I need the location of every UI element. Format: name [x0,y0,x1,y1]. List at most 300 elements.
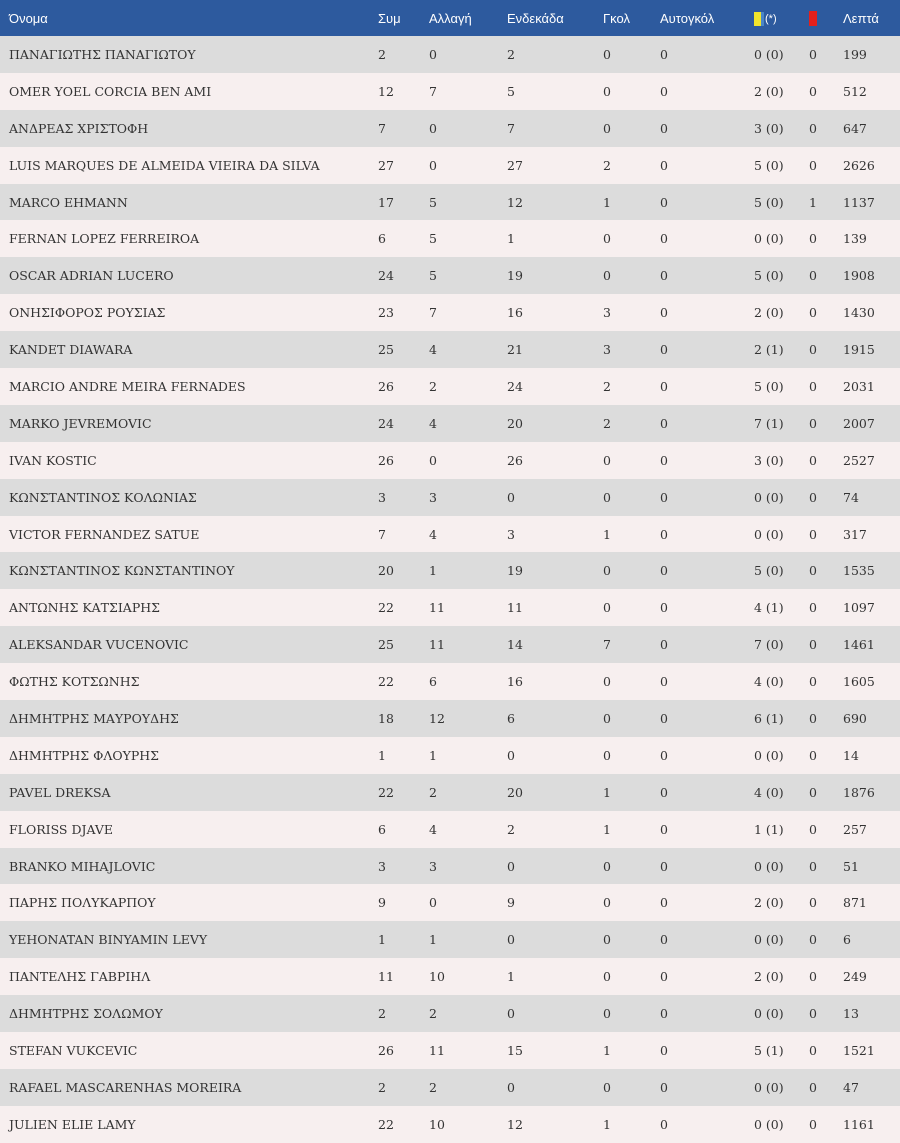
cell-apps: 26 [378,378,394,394]
cell-minutes: 512 [843,83,867,99]
cell-name: ΠΑΡΗΣ ΠΟΛΥΚΑΡΠΟΥ [9,895,156,911]
cell-own-goals: 0 [660,858,668,874]
cell-starts: 0 [507,489,515,505]
cell-starts: 12 [507,194,523,210]
cell-apps: 24 [378,415,394,431]
cell-red-cards: 0 [809,452,817,468]
cell-apps: 3 [378,858,386,874]
cell-goals: 0 [603,1006,611,1022]
cell-minutes: 1161 [843,1116,875,1132]
cell-subs: 1 [429,932,437,948]
cell-goals: 2 [603,415,611,431]
cell-minutes: 1430 [843,305,875,321]
cell-starts: 0 [507,1006,515,1022]
cell-minutes: 647 [843,120,867,136]
cell-red-cards: 0 [809,563,817,579]
cell-apps: 22 [378,1116,394,1132]
header-row [0,0,900,36]
cell-goals: 1 [603,821,611,837]
cell-subs: 0 [429,895,437,911]
cell-goals: 0 [603,747,611,763]
cell-apps: 2 [378,1079,386,1095]
cell-apps: 6 [378,231,386,247]
cell-yellow-cards: 4 (0) [754,784,784,800]
cell-yellow-cards: 0 (0) [754,1116,784,1132]
cell-yellow-cards: 0 (0) [754,1079,784,1095]
cell-own-goals: 0 [660,747,668,763]
cell-red-cards: 0 [809,1006,817,1022]
cell-subs: 6 [429,674,437,690]
cell-red-cards: 0 [809,932,817,948]
cell-goals: 1 [603,194,611,210]
cell-subs: 2 [429,378,437,394]
cell-minutes: 139 [843,231,867,247]
cell-goals: 0 [603,563,611,579]
table-row [0,479,900,516]
cell-own-goals: 0 [660,821,668,837]
cell-apps: 24 [378,268,394,284]
cell-minutes: 2031 [843,378,875,394]
cell-red-cards: 0 [809,895,817,911]
cell-own-goals: 0 [660,83,668,99]
cell-yellow-cards: 0 (0) [754,858,784,874]
cell-red-cards: 0 [809,120,817,136]
cell-goals: 0 [603,895,611,911]
cell-yellow-cards: 2 (0) [754,305,784,321]
table-row [0,700,900,737]
cell-own-goals: 0 [660,710,668,726]
cell-goals: 0 [603,268,611,284]
cell-own-goals: 0 [660,120,668,136]
cell-name: ΟΝΗΣΙΦΟΡΟΣ ΡΟΥΣΙΑΣ [9,305,166,321]
cell-goals: 0 [603,969,611,985]
cell-yellow-cards: 1 (1) [754,821,784,837]
cell-starts: 20 [507,784,523,800]
cell-apps: 1 [378,932,386,948]
cell-own-goals: 0 [660,526,668,542]
cell-subs: 2 [429,1079,437,1095]
cell-goals: 0 [603,83,611,99]
cell-red-cards: 0 [809,526,817,542]
cell-subs: 4 [429,821,437,837]
cell-yellow-cards: 0 (0) [754,1006,784,1022]
cell-subs: 0 [429,46,437,62]
table-row [0,848,900,885]
cell-red-cards: 0 [809,231,817,247]
header-subs[interactable]: Αλλαγή [429,10,472,26]
cell-subs: 7 [429,305,437,321]
header-red-cards[interactable] [809,0,843,36]
red-card-icon [809,11,817,26]
cell-goals: 3 [603,305,611,321]
header-goals[interactable]: Γκολ [603,10,630,26]
cell-red-cards: 0 [809,710,817,726]
cell-own-goals: 0 [660,969,668,985]
cell-name: OSCAR ADRIAN LUCERO [9,268,174,284]
cell-own-goals: 0 [660,1006,668,1022]
table-row [0,442,900,479]
cell-red-cards: 0 [809,489,817,505]
cell-minutes: 1908 [843,268,875,284]
cell-apps: 18 [378,710,394,726]
cell-goals: 0 [603,489,611,505]
header-own-goals[interactable]: Αυτογκόλ [660,10,715,26]
cell-subs: 5 [429,194,437,210]
cell-subs: 5 [429,268,437,284]
cell-goals: 2 [603,157,611,173]
header-minutes[interactable]: Λεπτά [843,10,879,26]
cell-minutes: 199 [843,46,867,62]
cell-minutes: 1097 [843,600,875,616]
cell-goals: 1 [603,1116,611,1132]
cell-name: RAFAEL MASCARENHAS MOREIRA [9,1079,242,1095]
cell-minutes: 2626 [843,157,875,173]
cell-name: ΑΝΔΡΕΑΣ ΧΡΙΣΤΟΦΗ [9,120,149,136]
table-row [0,36,900,73]
cell-goals: 1 [603,1042,611,1058]
cell-name: KANDET DIAWARA [9,342,133,358]
cell-name: BRANKO MIHAJLOVIC [9,858,156,874]
cell-subs: 1 [429,563,437,579]
cell-subs: 3 [429,489,437,505]
cell-yellow-cards: 0 (0) [754,46,784,62]
cell-starts: 19 [507,268,523,284]
cell-subs: 11 [429,1042,445,1058]
table-row [0,1032,900,1069]
cell-name: MARCO EHMANN [9,194,128,210]
table-row [0,884,900,921]
cell-yellow-cards: 4 (0) [754,674,784,690]
cell-starts: 16 [507,305,523,321]
cell-name: IVAN KOSTIC [9,452,97,468]
cell-yellow-cards: 2 (0) [754,895,784,911]
cell-yellow-cards: 5 (0) [754,563,784,579]
cell-subs: 0 [429,157,437,173]
cell-goals: 3 [603,342,611,358]
cell-own-goals: 0 [660,674,668,690]
table-row [0,73,900,110]
cell-starts: 24 [507,378,523,394]
cell-name: ΔΗΜΗΤΡΗΣ ΜΑΥΡΟΥΔΗΣ [9,710,179,726]
cell-yellow-cards: 0 (0) [754,932,784,948]
cell-red-cards: 0 [809,1116,817,1132]
cell-minutes: 249 [843,969,867,985]
cell-goals: 0 [603,600,611,616]
cell-own-goals: 0 [660,563,668,579]
cell-minutes: 13 [843,1006,859,1022]
cell-own-goals: 0 [660,895,668,911]
cell-own-goals: 0 [660,231,668,247]
cell-starts: 6 [507,710,515,726]
cell-red-cards: 0 [809,969,817,985]
cell-own-goals: 0 [660,784,668,800]
cell-own-goals: 0 [660,1042,668,1058]
cell-minutes: 47 [843,1079,859,1095]
cell-red-cards: 0 [809,342,817,358]
header-yellow-suffix: (*) [765,12,777,25]
cell-own-goals: 0 [660,932,668,948]
cell-apps: 3 [378,489,386,505]
cell-goals: 0 [603,674,611,690]
cell-own-goals: 0 [660,194,668,210]
cell-name: FLORISS DJAVE [9,821,114,837]
cell-name: OMER YOEL CORCIA BEN AMI [9,83,212,99]
cell-name: FERNAN LOPEZ FERREIROA [9,231,200,247]
cell-apps: 20 [378,563,394,579]
table-row [0,958,900,995]
table-row [0,995,900,1032]
cell-yellow-cards: 2 (1) [754,342,784,358]
cell-yellow-cards: 5 (0) [754,378,784,394]
cell-subs: 1 [429,747,437,763]
cell-apps: 22 [378,674,394,690]
cell-name: ΠΑΝΑΓΙΩΤΗΣ ΠΑΝΑΓΙΩΤΟΥ [9,46,196,62]
cell-yellow-cards: 3 (0) [754,452,784,468]
table-row [0,663,900,700]
cell-own-goals: 0 [660,342,668,358]
cell-minutes: 871 [843,895,867,911]
cell-red-cards: 0 [809,747,817,763]
table-row [0,1106,900,1143]
cell-name: STEFAN VUKCEVIC [9,1042,138,1058]
cell-minutes: 14 [843,747,859,763]
cell-own-goals: 0 [660,600,668,616]
table-row [0,147,900,184]
cell-apps: 11 [378,969,394,985]
cell-name: ΚΩΝΣΤΑΝΤΙΝΟΣ ΚΩΝΣΤΑΝΤΙΝΟΥ [9,563,235,579]
table-row [0,1069,900,1106]
cell-subs: 11 [429,600,445,616]
cell-red-cards: 0 [809,46,817,62]
table-row [0,774,900,811]
cell-subs: 7 [429,83,437,99]
cell-subs: 10 [429,969,445,985]
cell-starts: 0 [507,1079,515,1095]
header-name[interactable]: Όνομα [9,10,48,26]
cell-subs: 0 [429,452,437,468]
cell-name: ΔΗΜΗΤΡΗΣ ΦΛΟΥΡΗΣ [9,747,160,763]
cell-minutes: 257 [843,821,867,837]
cell-starts: 21 [507,342,523,358]
cell-name: MARCIO ANDRE MEIRA FERNADES [9,378,246,394]
cell-own-goals: 0 [660,157,668,173]
cell-goals: 0 [603,231,611,247]
cell-subs: 4 [429,526,437,542]
cell-red-cards: 0 [809,83,817,99]
cell-own-goals: 0 [660,452,668,468]
cell-goals: 0 [603,120,611,136]
cell-starts: 26 [507,452,523,468]
cell-minutes: 51 [843,858,859,874]
cell-name: MARKO JEVREMOVIC [9,415,152,431]
cell-yellow-cards: 5 (1) [754,1042,784,1058]
cell-apps: 25 [378,342,394,358]
table-row [0,405,900,442]
cell-starts: 0 [507,858,515,874]
table-row [0,110,900,147]
cell-subs: 3 [429,858,437,874]
cell-apps: 2 [378,46,386,62]
cell-starts: 5 [507,83,515,99]
cell-yellow-cards: 2 (0) [754,83,784,99]
cell-own-goals: 0 [660,305,668,321]
cell-subs: 2 [429,1006,437,1022]
cell-subs: 4 [429,415,437,431]
cell-starts: 2 [507,46,515,62]
table-row [0,331,900,368]
table-row [0,368,900,405]
table-row [0,552,900,589]
cell-red-cards: 0 [809,268,817,284]
cell-red-cards: 0 [809,378,817,394]
cell-apps: 25 [378,637,394,653]
cell-apps: 1 [378,747,386,763]
cell-minutes: 1461 [843,637,875,653]
cell-apps: 23 [378,305,394,321]
cell-name: ΦΩΤΗΣ ΚΟΤΣΩΝΗΣ [9,674,140,690]
cell-red-cards: 0 [809,784,817,800]
header-apps[interactable]: Συμ [378,10,401,26]
cell-minutes: 2527 [843,452,875,468]
cell-yellow-cards: 5 (0) [754,268,784,284]
table-row [0,811,900,848]
cell-goals: 2 [603,378,611,394]
cell-apps: 9 [378,895,386,911]
cell-goals: 0 [603,46,611,62]
cell-starts: 19 [507,563,523,579]
cell-yellow-cards: 5 (0) [754,157,784,173]
cell-red-cards: 0 [809,1079,817,1095]
cell-goals: 7 [603,637,611,653]
cell-own-goals: 0 [660,378,668,394]
cell-minutes: 1137 [843,194,875,210]
cell-red-cards: 0 [809,415,817,431]
cell-yellow-cards: 0 (0) [754,747,784,763]
cell-own-goals: 0 [660,1116,668,1132]
cell-name: ALEKSANDAR VUCENOVIC [9,637,189,653]
cell-apps: 2 [378,1006,386,1022]
cell-red-cards: 0 [809,1042,817,1058]
header-yellow-cards[interactable] [754,0,809,36]
table-row [0,294,900,331]
cell-starts: 12 [507,1116,523,1132]
cell-minutes: 2007 [843,415,875,431]
table-row [0,737,900,774]
cell-minutes: 317 [843,526,867,542]
cell-apps: 7 [378,526,386,542]
cell-starts: 20 [507,415,523,431]
cell-starts: 1 [507,969,515,985]
cell-name: PAVEL DREKSA [9,784,111,800]
cell-goals: 0 [603,452,611,468]
table-row [0,184,900,221]
cell-minutes: 1535 [843,563,875,579]
yellow-card-icon [754,12,764,26]
table-row [0,589,900,626]
cell-subs: 2 [429,784,437,800]
cell-apps: 7 [378,120,386,136]
cell-red-cards: 0 [809,600,817,616]
cell-subs: 12 [429,710,445,726]
cell-goals: 0 [603,932,611,948]
cell-yellow-cards: 3 (0) [754,120,784,136]
table-row [0,257,900,294]
cell-yellow-cards: 0 (0) [754,231,784,247]
cell-starts: 16 [507,674,523,690]
cell-name: ΑΝΤΩΝΗΣ ΚΑΤΣΙΑΡΗΣ [9,600,160,616]
cell-minutes: 1605 [843,674,875,690]
cell-yellow-cards: 7 (1) [754,415,784,431]
cell-own-goals: 0 [660,268,668,284]
cell-own-goals: 0 [660,415,668,431]
cell-name: JULIEN ELIE LAMY [9,1116,136,1132]
table-row [0,921,900,958]
cell-starts: 7 [507,120,515,136]
cell-red-cards: 0 [809,858,817,874]
cell-apps: 17 [378,194,394,210]
cell-starts: 0 [507,932,515,948]
cell-red-cards: 0 [809,305,817,321]
table-row [0,626,900,663]
cell-minutes: 1876 [843,784,875,800]
cell-minutes: 690 [843,710,867,726]
cell-minutes: 74 [843,489,859,505]
cell-goals: 1 [603,784,611,800]
cell-apps: 26 [378,452,394,468]
cell-yellow-cards: 7 (0) [754,637,784,653]
table-body [0,36,900,1143]
cell-apps: 6 [378,821,386,837]
cell-yellow-cards: 5 (0) [754,194,784,210]
cell-starts: 1 [507,231,515,247]
cell-yellow-cards: 6 (1) [754,710,784,726]
cell-goals: 1 [603,526,611,542]
cell-subs: 10 [429,1116,445,1132]
cell-red-cards: 1 [809,194,817,210]
cell-starts: 11 [507,600,523,616]
cell-starts: 0 [507,747,515,763]
table-header [0,0,900,36]
cell-name: ΠΑΝΤΕΛΗΣ ΓΑΒΡΙΗΛ [9,969,151,985]
cell-yellow-cards: 0 (0) [754,526,784,542]
table-row [0,220,900,257]
cell-yellow-cards: 0 (0) [754,489,784,505]
cell-apps: 22 [378,784,394,800]
cell-subs: 4 [429,342,437,358]
cell-name: ΚΩΝΣΤΑΝΤΙΝΟΣ ΚΟΛΩΝΙΑΣ [9,489,197,505]
cell-starts: 9 [507,895,515,911]
cell-goals: 0 [603,1079,611,1095]
cell-starts: 14 [507,637,523,653]
cell-red-cards: 0 [809,674,817,690]
cell-goals: 0 [603,858,611,874]
cell-goals: 0 [603,710,611,726]
cell-subs: 0 [429,120,437,136]
table-row [0,516,900,553]
cell-own-goals: 0 [660,46,668,62]
cell-subs: 5 [429,231,437,247]
cell-starts: 15 [507,1042,523,1058]
cell-subs: 11 [429,637,445,653]
cell-apps: 26 [378,1042,394,1058]
cell-red-cards: 0 [809,637,817,653]
header-starts[interactable]: Ενδεκάδα [507,10,564,26]
cell-apps: 12 [378,83,394,99]
cell-own-goals: 0 [660,1079,668,1095]
cell-apps: 27 [378,157,394,173]
cell-yellow-cards: 2 (0) [754,969,784,985]
cell-minutes: 1521 [843,1042,875,1058]
